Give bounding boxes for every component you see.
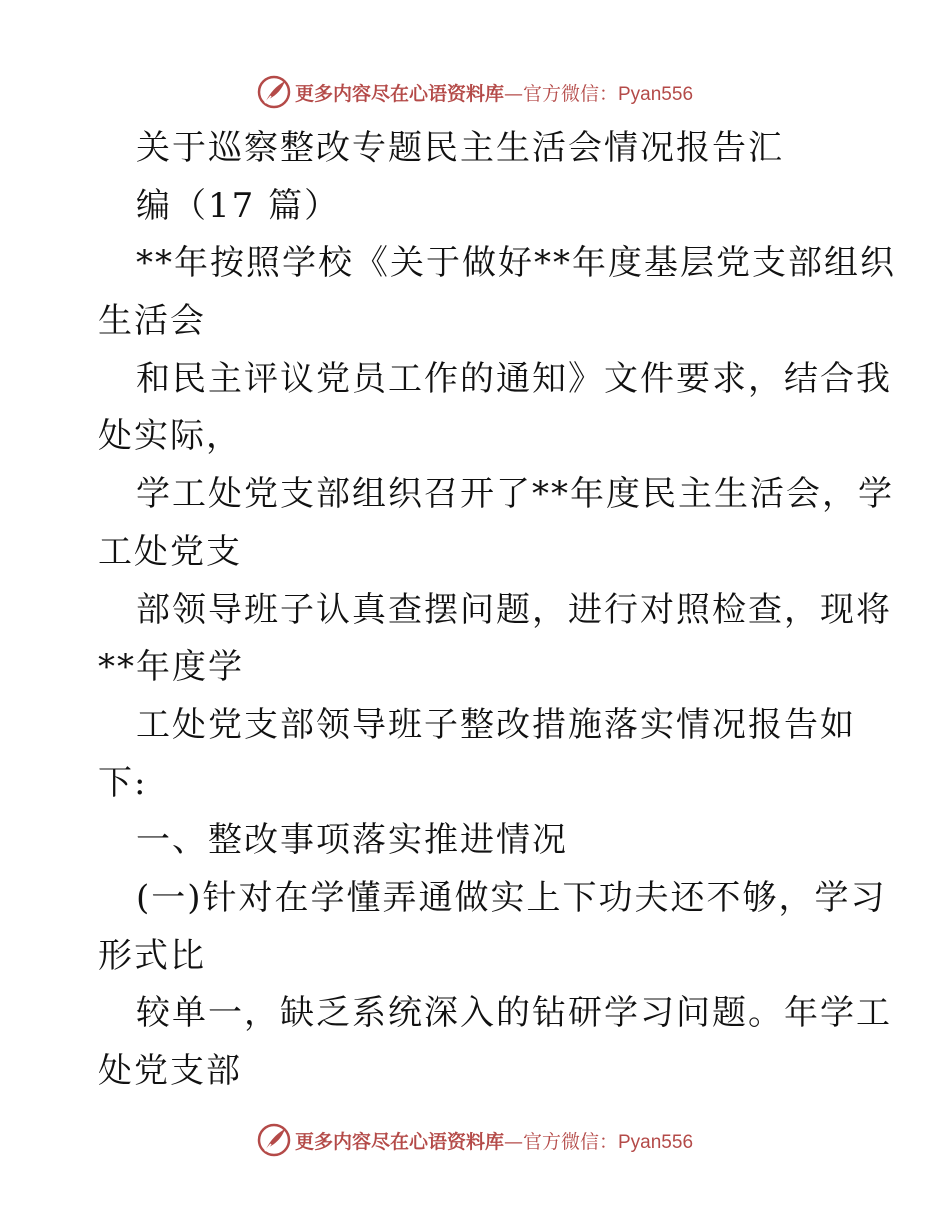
document-line: **年度学 bbox=[98, 647, 244, 688]
document-line: 较单一，缺乏系统深入的钻研学习问题。年学工 bbox=[136, 993, 892, 1034]
document-line: 处党支部 bbox=[98, 1051, 242, 1091]
document-line: 形式比 bbox=[98, 935, 206, 976]
document-line: 编（17 篇） bbox=[136, 185, 341, 226]
footer-watermark bbox=[0, 1120, 950, 1160]
watermark-wechat-label: 官方微信： bbox=[522, 82, 618, 105]
document-line: **年按照学校《关于做好**年度基层党支部组织 bbox=[136, 243, 896, 284]
document-line: 关于巡察整改专题民主生活会情况报告汇 bbox=[136, 128, 784, 168]
section-heading: 一、整改事项落实推进情况 bbox=[136, 820, 568, 861]
document-line: 部领导班子认真查摆问题，进行对照检查，现将 bbox=[136, 589, 892, 630]
watermark-text bbox=[295, 79, 693, 106]
watermark-wechat-label: 官方微信： bbox=[522, 1130, 618, 1153]
watermark-separator: — bbox=[503, 82, 523, 105]
document-line: 工处党支 bbox=[98, 531, 242, 572]
document-line: 处实际， bbox=[98, 416, 242, 457]
document-line: 学工处党支部组织召开了**年度民主生活会，学 bbox=[136, 474, 894, 515]
watermark-site-name: 更多内容尽在心语资料库 bbox=[294, 82, 504, 105]
document-line: 工处党支部领导班子整改措施落实情况报告如 bbox=[136, 704, 856, 745]
feather-quill-logo-icon bbox=[257, 1123, 291, 1157]
watermark-separator: — bbox=[503, 1130, 523, 1153]
watermark-wechat-handle: Pyan556 bbox=[618, 83, 694, 105]
document-line: (一)针对在学懂弄通做实上下功夫还不够，学习 bbox=[136, 877, 887, 918]
document-body bbox=[98, 120, 896, 1101]
watermark-site-name: 更多内容尽在心语资料库 bbox=[294, 1130, 504, 1153]
document-line: 下: bbox=[98, 762, 148, 803]
header-watermark bbox=[0, 72, 950, 112]
feather-quill-logo-icon bbox=[257, 75, 291, 109]
document-line: 和民主评议党员工作的通知》文件要求，结合我 bbox=[136, 358, 892, 399]
document-line: 生活会 bbox=[98, 301, 206, 342]
watermark-text bbox=[295, 1127, 693, 1154]
watermark-wechat-handle: Pyan556 bbox=[618, 1131, 694, 1153]
